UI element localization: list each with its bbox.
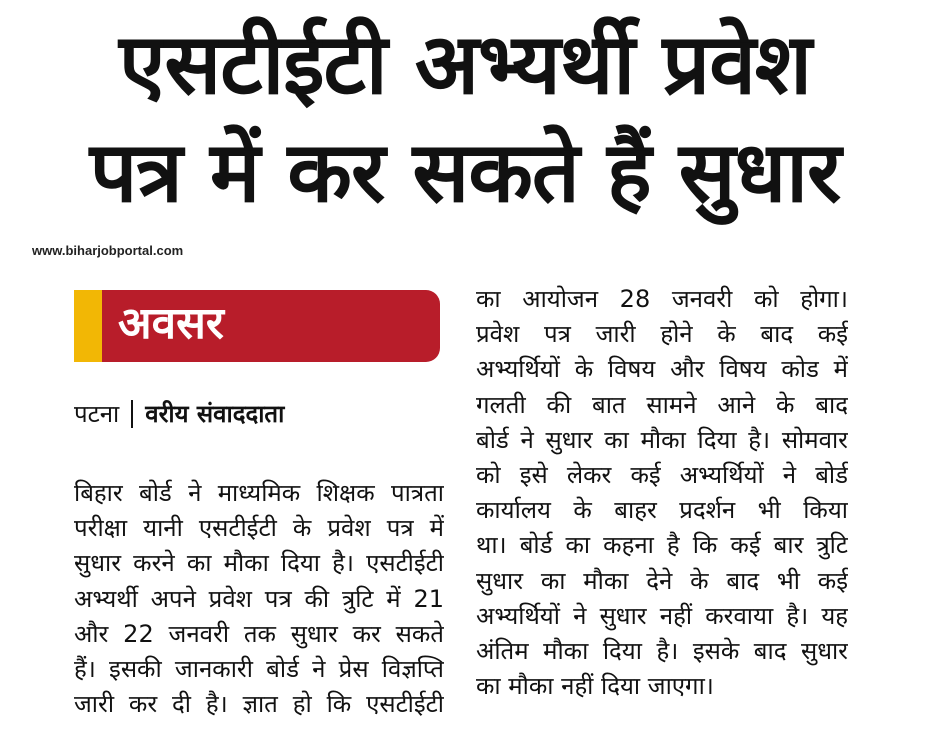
article-line: कार्यालय के बाहर प्रदर्शन भी किया <box>476 496 848 525</box>
article-line: अंतिम मौका दिया है। इसके बाद सुधार <box>476 637 848 666</box>
website-watermark: www.biharjobportal.com <box>32 243 184 258</box>
article-line: प्रवेश पत्र जारी होने के बाद कई <box>476 320 848 349</box>
article-column-left <box>74 476 444 722</box>
article-line: का आयोजन 28 जनवरी को होगा। <box>476 285 848 313</box>
article-line: अभ्यर्थियों ने सुधार नहीं करवाया है। यह <box>476 601 848 630</box>
reporter-name: वरीय संवाददाता <box>145 400 285 428</box>
article-line: अभ्यर्थी अपने प्रवेश पत्र की त्रुटि में 21 <box>74 584 444 613</box>
article-line: का मौका नहीं दिया जाएगा। <box>476 672 714 701</box>
article-line: अभ्यर्थियों के विषय और विषय कोड में <box>476 355 848 384</box>
article-line: बिहार बोर्ड ने माध्यमिक शिक्षक पात्रता <box>74 479 444 507</box>
article-line: को इसे लेकर कई अभ्यर्थियों ने बोर्ड <box>476 461 848 490</box>
article-line: हैं। इसकी जानकारी बोर्ड ने प्रेस विज्ञप्ति <box>74 655 444 684</box>
headline-line: पत्र में कर सकते हैं सुधार <box>89 123 841 221</box>
section-tag-label: अवसर <box>118 298 224 349</box>
article-line: सुधार का मौका देने के बाद भी कई <box>476 566 848 595</box>
article-line: सुधार करने का मौका दिया है। एसटीईटी <box>74 549 444 578</box>
article-line: गलती की बात सामने आने के बाद <box>476 390 848 419</box>
byline-divider <box>131 400 133 428</box>
article-column-right <box>476 282 848 704</box>
dateline-place: पटना <box>74 400 120 428</box>
article-headline <box>40 10 890 226</box>
article-line: था। बोर्ड का कहना है कि कई बार त्रुटि <box>476 531 848 560</box>
headline-line: एसटीईटी अभ्यर्थी प्रवेश <box>118 15 812 113</box>
article-line: जारी कर दी है। ज्ञात हो कि एसटीईटी <box>74 690 444 719</box>
section-tag <box>74 290 440 362</box>
article-line: और 22 जनवरी तक सुधार कर सकते <box>74 619 444 648</box>
section-tag-accent-bar <box>74 290 102 362</box>
article-line: बोर्ड ने सुधार का मौका दिया है। सोमवार <box>476 425 848 454</box>
byline <box>74 398 284 430</box>
article-line: परीक्षा यानी एसटीईटी के प्रवेश पत्र में <box>74 514 444 543</box>
